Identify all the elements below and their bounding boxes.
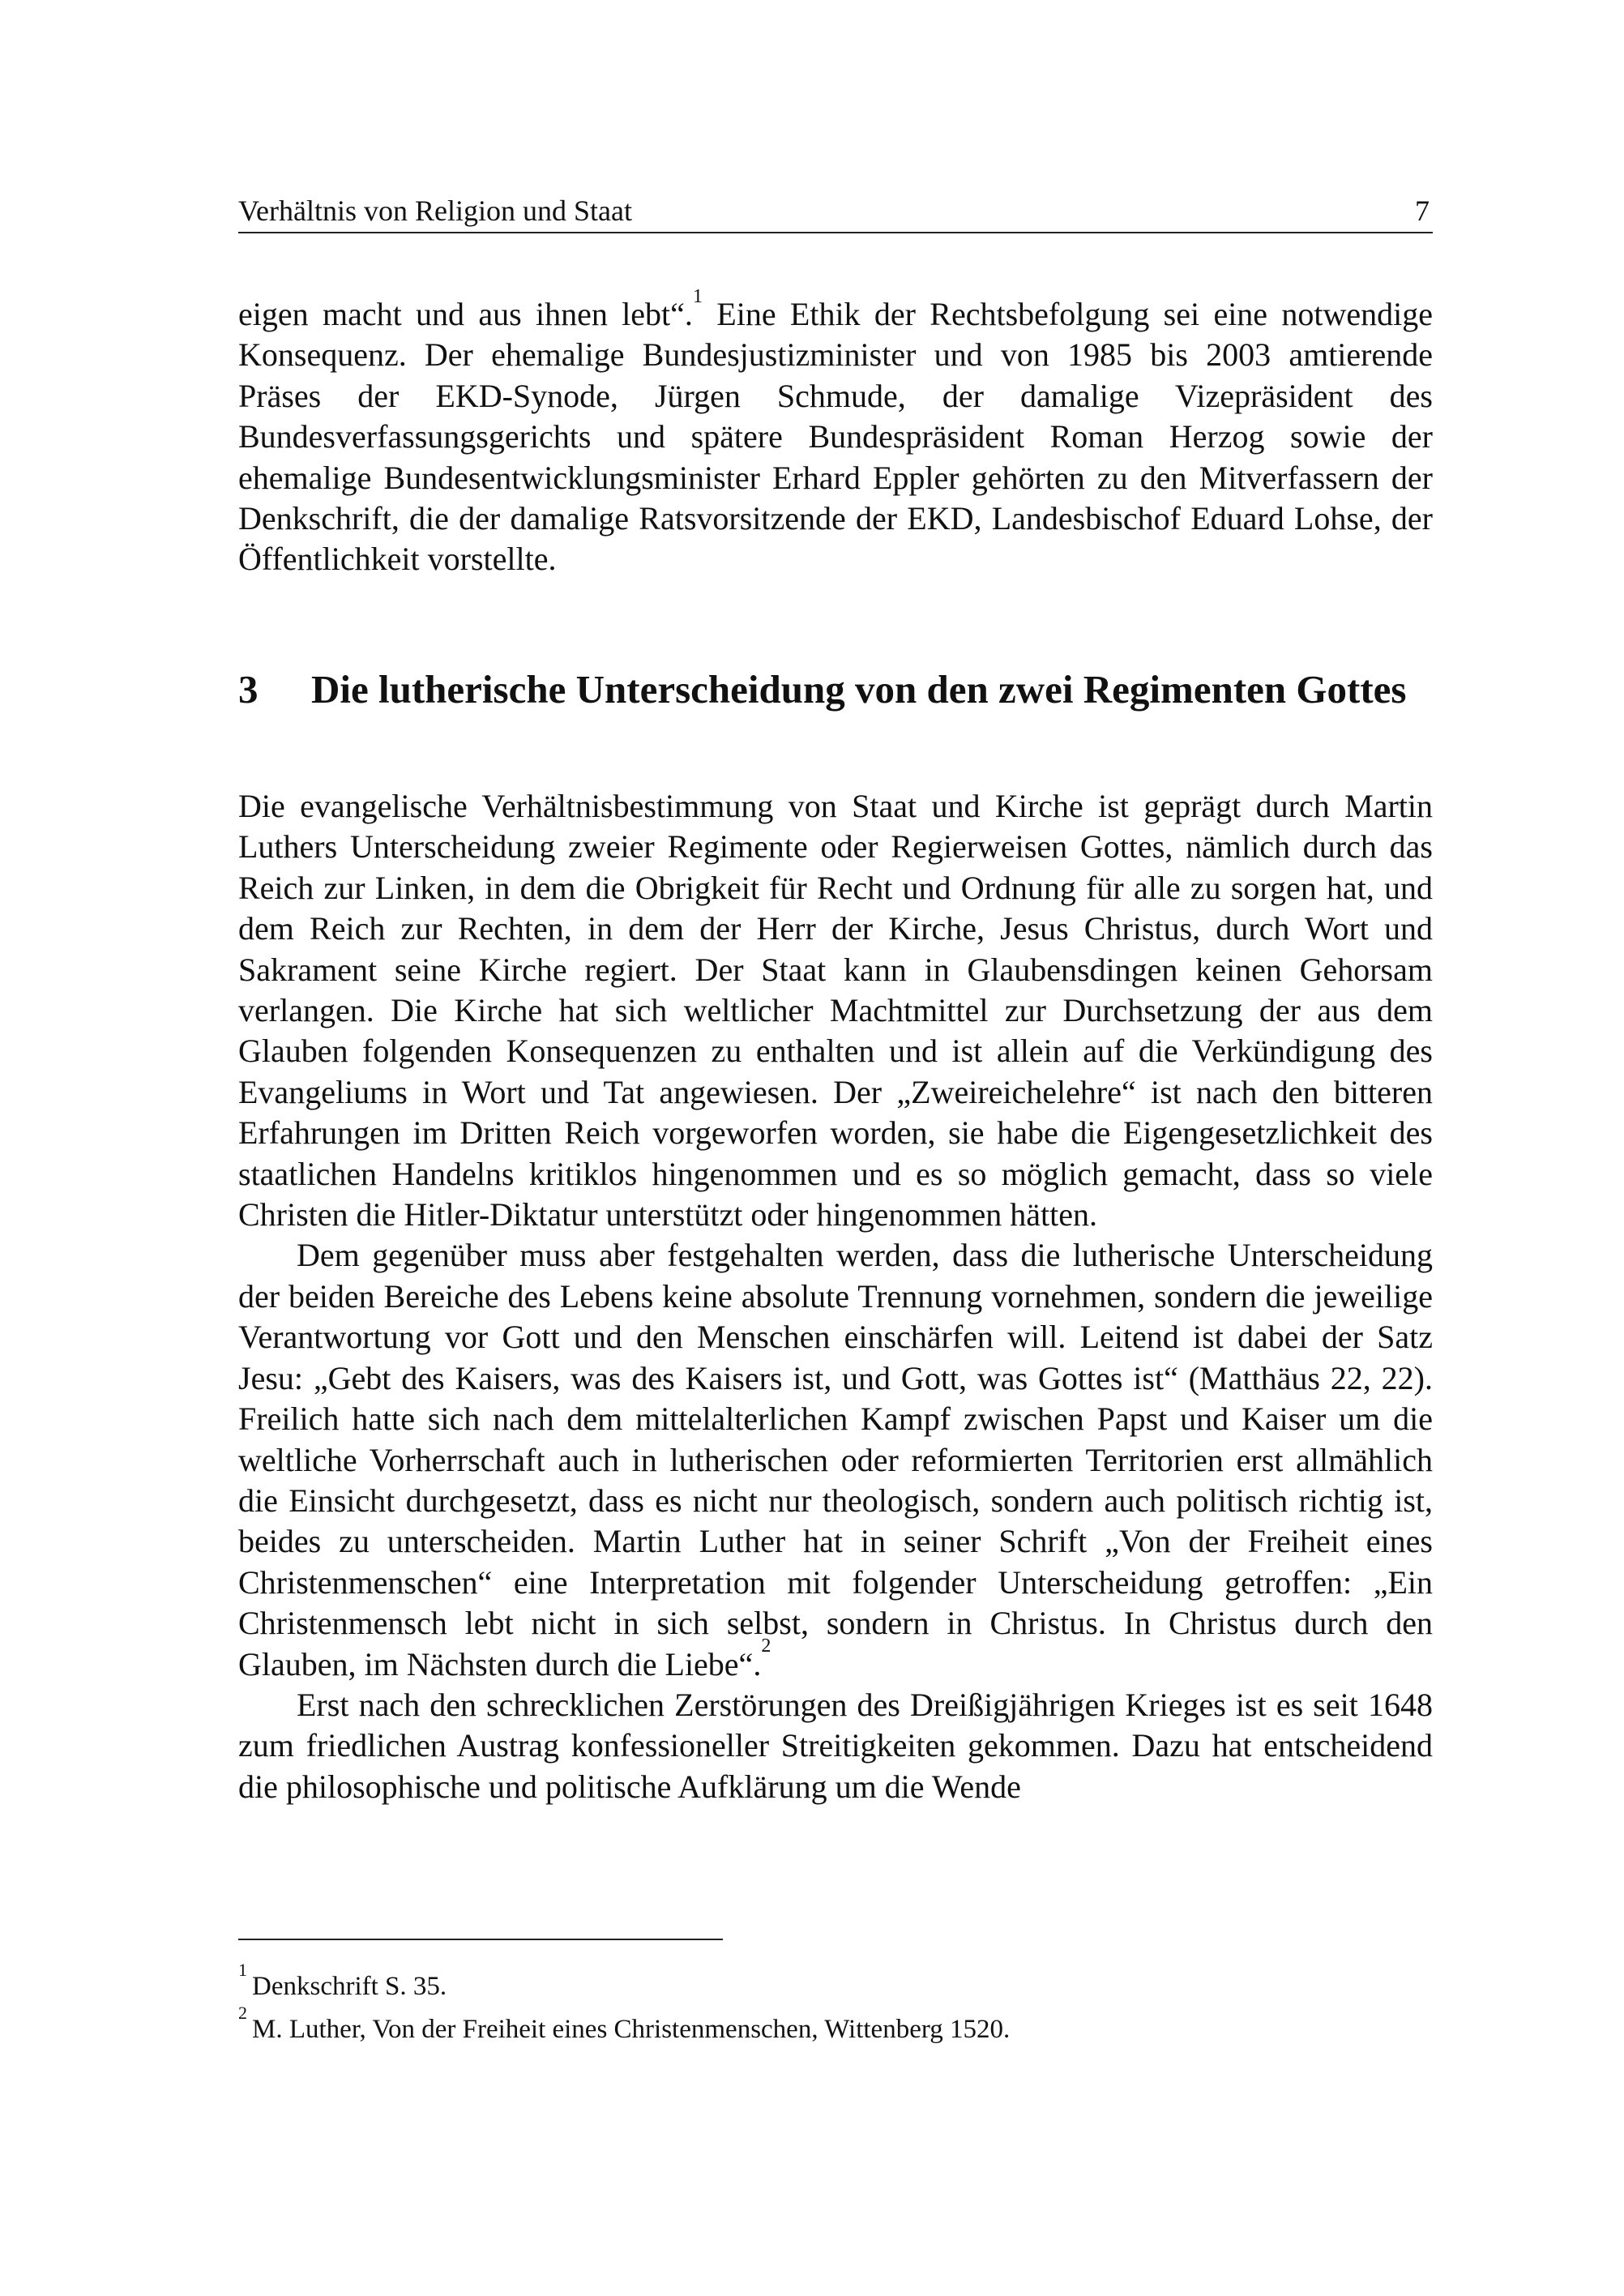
footnote-number: 1 bbox=[238, 1960, 247, 1980]
text-block-section bbox=[238, 786, 1433, 1807]
running-header bbox=[238, 190, 1433, 233]
paragraph-text: Die evangelische Verhältnisbestimmung von Staat und Kirche ist geprägt durch Martin Luthers Unterscheidung zweier Regimente oder Regierweisen Gottes, nämlich durch das Reich zur Linken, in dem die Obrigkeit für Recht und Ordnung für alle zu sorgen hat, und dem Reich zur Rechten, in dem der Herr der Kirche, Jesus Christus, durch Wort und Sakrament seine Kirche regiert. Der Staat kann in Glaubensdingen keinen Gehorsam verlangen. Die Kirche hat sich weltlicher Machtmittel zur Durchsetzung der aus dem Glauben folgenden Konsequenzen zu enthalten und ist allein auf die Verkündigung des Evangeliums in Wort und Tat angewiesen. Der „Zweireichelehre“ ist nach den bitteren Erfahrungen im Dritten Reich vorgeworfen worden, sie habe die Eigengesetzlichkeit des staatlichen Handelns kritiklos hingenommen und es so möglich gemacht, dass so viele Christen die Hitler-Diktatur unterstützt oder hingenommen hätten. bbox=[238, 788, 1433, 1234]
footnote-reference: 1 bbox=[692, 285, 703, 307]
paragraph bbox=[238, 285, 1434, 580]
footnotes bbox=[238, 1961, 1433, 2047]
footnote-text: Denkschrift S. 35. bbox=[252, 1972, 447, 2001]
paragraph bbox=[238, 1685, 1433, 1807]
footnote-number: 2 bbox=[238, 2003, 247, 2023]
footnote-text: M. Luther, Von der Freiheit eines Christenmenschen, Wittenberg 1520. bbox=[252, 2015, 1011, 2044]
paragraph-text: Erst nach den schrecklichen Zerstörungen des Dreißigjährigen Krieges ist es seit 1648 zum friedlichen Austrag konfessioneller Streitigkeiten gekommen. Dazu hat entscheidend die philosophische und politische Aufklärung um die Wende bbox=[238, 1686, 1433, 1805]
text-block-continued bbox=[238, 285, 1434, 580]
paragraph bbox=[238, 786, 1433, 1235]
paragraph-text: Dem gegenüber muss aber festgehalten werden, dass die lutherische Unterscheidung der beiden Bereiche des Lebens keine absolute Trennung vornehmen, sondern die jeweilige Verantwortung vor Gott und den Menschen einschärfen will. Leitend ist dabei der Satz Jesu: „Gebt des Kaisers, was des Kaisers ist, und Gott, was Gottes ist“ (Matthäus 22, 22). Freilich hatte sich nach dem mittelalterlichen Kampf zwischen Papst und Kaiser um die weltliche Vorherrschaft auch in lutherischen oder reformierten Territorien erst allmählich die Einsicht durchgesetzt, dass es nicht nur theologisch, sondern auch politisch richtig ist, beides zu unterscheiden. Martin Luther hat in seiner Schrift „Von der Freiheit eines Christenmenschen“ eine Interpretation mit folgender Unterscheidung getroffen: „Ein Christenmensch lebt nicht in sich selbst, sondern in Christus. In Christus durch den Glauben, im Nächsten durch die Liebe“. bbox=[238, 1237, 1433, 1682]
section-title: Die lutherische Unterscheidung von den zwei Regimenten Gottes bbox=[311, 667, 1407, 712]
footnote bbox=[238, 2004, 1433, 2047]
running-title: Verhältnis von Religion und Staat bbox=[238, 195, 632, 227]
footnote-separator bbox=[238, 1939, 723, 1940]
paragraph bbox=[238, 1235, 1433, 1684]
footnote-reference: 2 bbox=[761, 1635, 771, 1657]
paragraph-text: eigen macht und aus ihnen lebt“. bbox=[238, 296, 693, 332]
page-number: 7 bbox=[1415, 195, 1430, 227]
section-number: 3 bbox=[238, 667, 259, 712]
footnote bbox=[238, 1961, 1433, 2004]
paragraph-text: Eine Ethik der Rechtsbefolgung sei eine notwendige Konsequenz. Der ehemalige Bundesjustizminister und von 1985 bis 2003 amtierende Präses der EKD-Synode, Jürgen Schmude, der damalige Vizepräsident des Bundesverfassungsgerichts und spätere Bundespräsident Roman Herzog sowie der ehemalige Bundesentwicklungsminister Erhard Eppler gehörten zu den Mitverfassern der Denkschrift, die der damalige Ratsvorsitzende der EKD, Landesbischof Eduard Lohse, der Öffentlichkeit vorstellte. bbox=[238, 296, 1434, 578]
